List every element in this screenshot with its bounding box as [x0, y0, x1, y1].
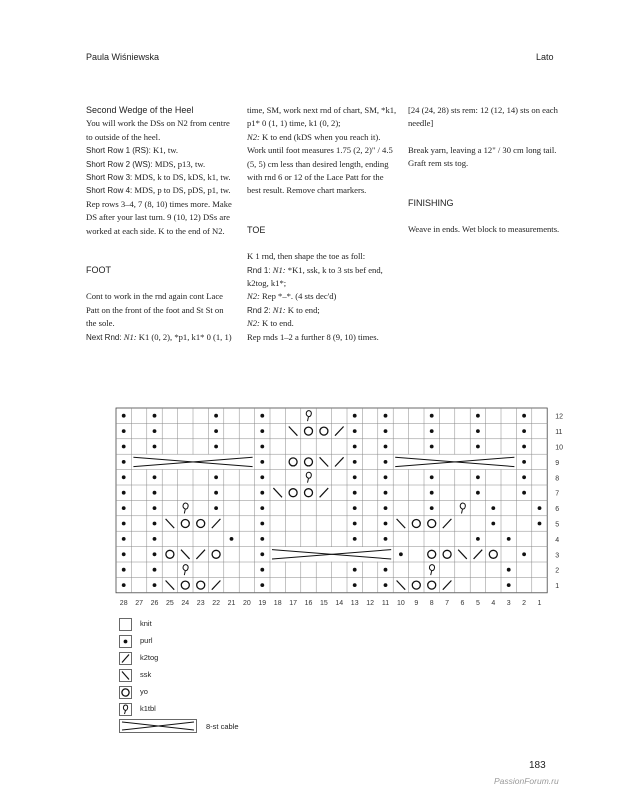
legend-label: k1tbl	[140, 704, 156, 713]
column-number-label: 19	[258, 599, 267, 607]
short-row-4	[86, 184, 236, 197]
chart-cell-purl	[122, 552, 126, 556]
chart-cell-purl	[260, 460, 264, 464]
chart-cell-purl	[522, 475, 526, 479]
chart-cell-purl	[260, 445, 264, 449]
chart-cell-purl	[153, 429, 157, 433]
chart-cell-purl	[353, 460, 357, 464]
chart-cell-purl	[491, 506, 495, 510]
rnd-1-text: *K1, ssk, k to 3 sts bef end, k2tog, k1*;	[247, 264, 383, 289]
column-number-label: 7	[445, 599, 450, 607]
chart-cell-purl	[353, 522, 357, 526]
chart-cell-purl	[122, 475, 126, 479]
chart-cell-purl	[522, 552, 526, 556]
chart-cell-purl	[399, 552, 403, 556]
chart-cell-purl	[476, 414, 480, 418]
chart-cell-purl	[476, 445, 480, 449]
column-number-label: 8	[429, 599, 434, 607]
row-number-label: 5	[555, 521, 560, 529]
chart-cell-purl	[538, 506, 542, 510]
next-rnd-needle: N1:	[123, 331, 137, 342]
rnd-2-needle: N1:	[272, 304, 286, 315]
chart-cell-purl	[214, 475, 218, 479]
toe-intro: K 1 rnd, then shape the toe as foll:	[247, 251, 366, 262]
chart-cell-purl	[260, 522, 264, 526]
column-number-label: 16	[304, 599, 313, 607]
chart-cell-purl	[384, 506, 388, 510]
chart-cell-purl	[430, 414, 434, 418]
row-number-label: 7	[555, 490, 560, 498]
chart-cell-purl	[122, 506, 126, 510]
column-number-label: 3	[506, 599, 511, 607]
chart-cell-purl	[214, 414, 218, 418]
chart-cell-purl	[384, 414, 388, 418]
chart-cell-purl	[353, 537, 357, 541]
chart-cell-purl	[153, 475, 157, 479]
chart-cell-purl	[260, 568, 264, 572]
chart-cell-purl	[384, 429, 388, 433]
row-number-label: 1	[555, 583, 560, 591]
column-number-label: 21	[227, 599, 236, 607]
column-number-label: 20	[243, 599, 251, 607]
row-number-label: 12	[555, 413, 563, 421]
column-number-label: 12	[366, 599, 374, 607]
short-row-2-label: Short Row 2 (WS):	[86, 159, 153, 169]
chart-cell-purl	[260, 552, 264, 556]
chart-cell-purl	[260, 414, 264, 418]
chart-cell-purl	[384, 522, 388, 526]
chart-cell-purl	[430, 506, 434, 510]
chart-cell-purl	[122, 429, 126, 433]
column-number-label: 1	[537, 599, 542, 607]
repeat-text: Rep rnds 1–2 a further 8 (9, 10) times.	[247, 331, 379, 342]
chart-cell-purl	[260, 583, 264, 587]
column-number-label: 22	[212, 599, 220, 607]
n2-text: K to end (kDS when you reach it).	[259, 131, 381, 142]
rnd-2-label: Rnd 2:	[247, 305, 271, 315]
row-number-label: 3	[555, 552, 560, 560]
column-number-label: 23	[196, 599, 205, 607]
chart-cell-purl	[384, 445, 388, 449]
purl-icon	[119, 635, 132, 648]
heel-rest: Rep rows 3–4, 7 (8, 10) times more. Make DS after your last turn. 9 (10, 12) DSs are worked at each side. K to the end of N2.	[86, 198, 232, 236]
chart-cell-purl	[122, 537, 126, 541]
yo-icon	[119, 686, 132, 699]
ssk-icon	[119, 669, 132, 682]
rnd-1-n2-text: Rep *–*. (4 sts dec'd)	[259, 291, 337, 302]
legend-label: yo	[140, 687, 148, 696]
chart-cell-purl	[384, 568, 388, 572]
toe-title: TOE	[247, 224, 266, 235]
chart-cell-purl	[260, 429, 264, 433]
rnd-1-n2	[247, 290, 399, 303]
rnd-1-label: Rnd 1:	[247, 265, 271, 275]
chart-cell-purl	[153, 583, 157, 587]
chart-cell-purl	[476, 491, 480, 495]
chart-cell-purl	[122, 445, 126, 449]
column-number-label: 26	[150, 599, 159, 607]
column-2	[247, 104, 399, 344]
watermark-site: PassionForum.ru	[494, 776, 559, 786]
heel-title: Second Wedge of the Heel	[86, 105, 194, 115]
chart-cell-purl	[353, 429, 357, 433]
chart-cell-purl	[384, 475, 388, 479]
short-row-1-label: Short Row 1 (RS):	[86, 146, 151, 156]
chart-cell-purl	[353, 568, 357, 572]
cont-text: time, SM, work next rnd of chart, SM, *k1, p1* 0 (1, 1) time, k1 (0, 2);	[247, 105, 397, 129]
knit-icon	[119, 618, 132, 631]
chart-cell-purl	[522, 491, 526, 495]
row-number-label: 4	[555, 536, 560, 544]
chart-cell-purl	[153, 537, 157, 541]
chart-cell-purl	[538, 522, 542, 526]
author-name: Paula Wiśniewska	[86, 52, 160, 62]
chart-cell-purl	[122, 414, 126, 418]
chart-cell-purl	[214, 445, 218, 449]
column-number-label: 28	[119, 599, 128, 607]
chart-cell-purl	[353, 491, 357, 495]
column-3	[408, 104, 560, 236]
page-number: 183	[529, 760, 546, 771]
chart-cell-purl	[353, 583, 357, 587]
column-number-label: 10	[397, 599, 405, 607]
row-number-label: 2	[555, 567, 560, 575]
chart-cell-purl	[353, 506, 357, 510]
chart-cell-purl	[507, 537, 511, 541]
column-number-label: 4	[491, 599, 496, 607]
chart-cell-purl	[384, 460, 388, 464]
row-number-label: 10	[555, 444, 563, 452]
legend-label: 8-st cable	[206, 722, 239, 731]
chart-cell-purl	[122, 583, 126, 587]
heel-intro: You will work the DSs on N2 from centre to outside of the heel.	[86, 118, 230, 142]
rnd-2-n2-text: K to end.	[259, 318, 294, 329]
chart-cell-purl	[153, 568, 157, 572]
chart-cell-purl	[214, 491, 218, 495]
chart-cell-purl	[353, 445, 357, 449]
chart-cell-purl	[522, 445, 526, 449]
chart-cell-purl	[522, 414, 526, 418]
legend-label: k2tog	[140, 653, 159, 662]
chart-cell-purl	[153, 414, 157, 418]
chart-cell-purl	[353, 475, 357, 479]
column-number-label: 11	[381, 599, 390, 607]
chart-cell-purl	[476, 475, 480, 479]
chart-cell-purl	[153, 445, 157, 449]
short-row-2	[86, 158, 236, 171]
chart-cell-purl	[507, 583, 511, 587]
chart-cell-purl	[353, 414, 357, 418]
legend-label: knit	[140, 619, 152, 628]
chart-cell-purl	[430, 445, 434, 449]
sts-remaining: [24 (24, 28) sts rem: 12 (12, 14) sts on each needle]	[408, 105, 558, 129]
chart-cell-purl	[260, 506, 264, 510]
next-rnd-text: K1 (0, 2), *p1, k1* 0 (1, 1)	[136, 331, 232, 342]
chart-cell-purl	[430, 429, 434, 433]
column-number-label: 27	[135, 599, 143, 607]
short-row-3-text: MDS, k to DS, kDS, k1, tw.	[132, 172, 231, 183]
chart-cell-purl	[122, 491, 126, 495]
chart-cell-purl	[384, 583, 388, 587]
short-row-3	[86, 171, 236, 184]
column-number-label: 5	[475, 599, 480, 607]
chart-cell-purl	[384, 491, 388, 495]
k1tbl-icon	[119, 703, 132, 716]
short-row-4-label: Short Row 4:	[86, 186, 133, 196]
chart-cell-purl	[153, 522, 157, 526]
row-number-label: 8	[555, 475, 560, 483]
legend-label: ssk	[140, 670, 152, 679]
rnd-1	[247, 264, 399, 291]
rnd-2-text: K to end;	[285, 304, 320, 315]
next-rnd	[86, 331, 236, 344]
chart-cell-purl	[384, 537, 388, 541]
next-rnd-label: Next Rnd:	[86, 332, 122, 342]
chart-cell-purl	[430, 491, 434, 495]
k2tog-icon	[119, 652, 132, 665]
book-title: Lato	[536, 52, 554, 62]
column-1	[86, 104, 236, 344]
column-number-label: 6	[460, 599, 465, 607]
break-yarn-text: Break yarn, leaving a 12" / 30 cm long tail. Graft rem sts tog.	[408, 144, 557, 169]
column-number-label: 18	[273, 599, 282, 607]
row-number-label: 6	[555, 506, 560, 514]
chart-cell-purl	[522, 429, 526, 433]
chart-cell-purl	[430, 475, 434, 479]
work-text: Work until foot measures 1.75 (2, 2)" / 4.5 (5, 5) cm less than desired length, ending with rnd 6 or 12 of the Lace Patt for the best result. Remove chart markers.	[247, 145, 393, 196]
chart-cell-purl	[507, 568, 511, 572]
chart-cell-purl	[476, 537, 480, 541]
rnd-2-n2-needle: N2:	[247, 318, 260, 329]
n2-needle: N2:	[247, 131, 260, 142]
lace-pattern-chart	[110, 404, 563, 608]
finishing-title: FINISHING	[408, 197, 454, 208]
rnd-1-n2-needle: N2:	[247, 291, 260, 302]
rnd-2	[247, 304, 399, 317]
chart-cell-purl	[491, 522, 495, 526]
column-number-label: 14	[335, 599, 344, 607]
chart-cell-purl	[122, 568, 126, 572]
short-row-1-text: K1, tw.	[150, 145, 179, 156]
column-number-label: 2	[522, 599, 527, 607]
chart-cell-purl	[476, 429, 480, 433]
chart-cell-purl	[522, 460, 526, 464]
short-row-4-text: MDS, p to DS, pDS, p1, tw.	[132, 185, 231, 196]
column-number-label: 15	[320, 599, 328, 607]
chart-cell-purl	[260, 491, 264, 495]
chart-cell-purl	[122, 460, 126, 464]
foot-text: Cont to work in the rnd again cont Lace Patt on the front of the foot and St St on the sole.	[86, 291, 224, 329]
column-number-label: 24	[181, 599, 190, 607]
chart-cell-purl	[230, 537, 234, 541]
column-number-label: 13	[350, 599, 359, 607]
chart-cell-purl	[214, 429, 218, 433]
column-number-label: 25	[166, 599, 174, 607]
column-number-label: 17	[289, 599, 297, 607]
rnd-2-n2	[247, 317, 399, 330]
chart-cell-purl	[260, 475, 264, 479]
short-row-3-label: Short Row 3:	[86, 173, 133, 183]
column-number-label: 9	[414, 599, 419, 607]
chart-cell-purl	[214, 506, 218, 510]
chart-cell-purl	[153, 552, 157, 556]
chart-cell-purl	[122, 522, 126, 526]
cable-icon	[119, 719, 197, 733]
legend-label: purl	[140, 636, 153, 645]
finishing-text: Weave in ends. Wet block to measurements.	[408, 224, 560, 235]
chart-cell-purl	[153, 506, 157, 510]
chart-cell-purl	[153, 491, 157, 495]
foot-title: FOOT	[86, 265, 111, 276]
rnd-1-needle: N1:	[272, 264, 286, 275]
row-number-label: 9	[555, 459, 560, 467]
n2-line	[247, 131, 399, 144]
short-row-1	[86, 144, 236, 157]
row-number-label: 11	[555, 429, 563, 437]
short-row-2-text: MDS, p13, tw.	[152, 158, 206, 169]
chart-cell-purl	[260, 537, 264, 541]
